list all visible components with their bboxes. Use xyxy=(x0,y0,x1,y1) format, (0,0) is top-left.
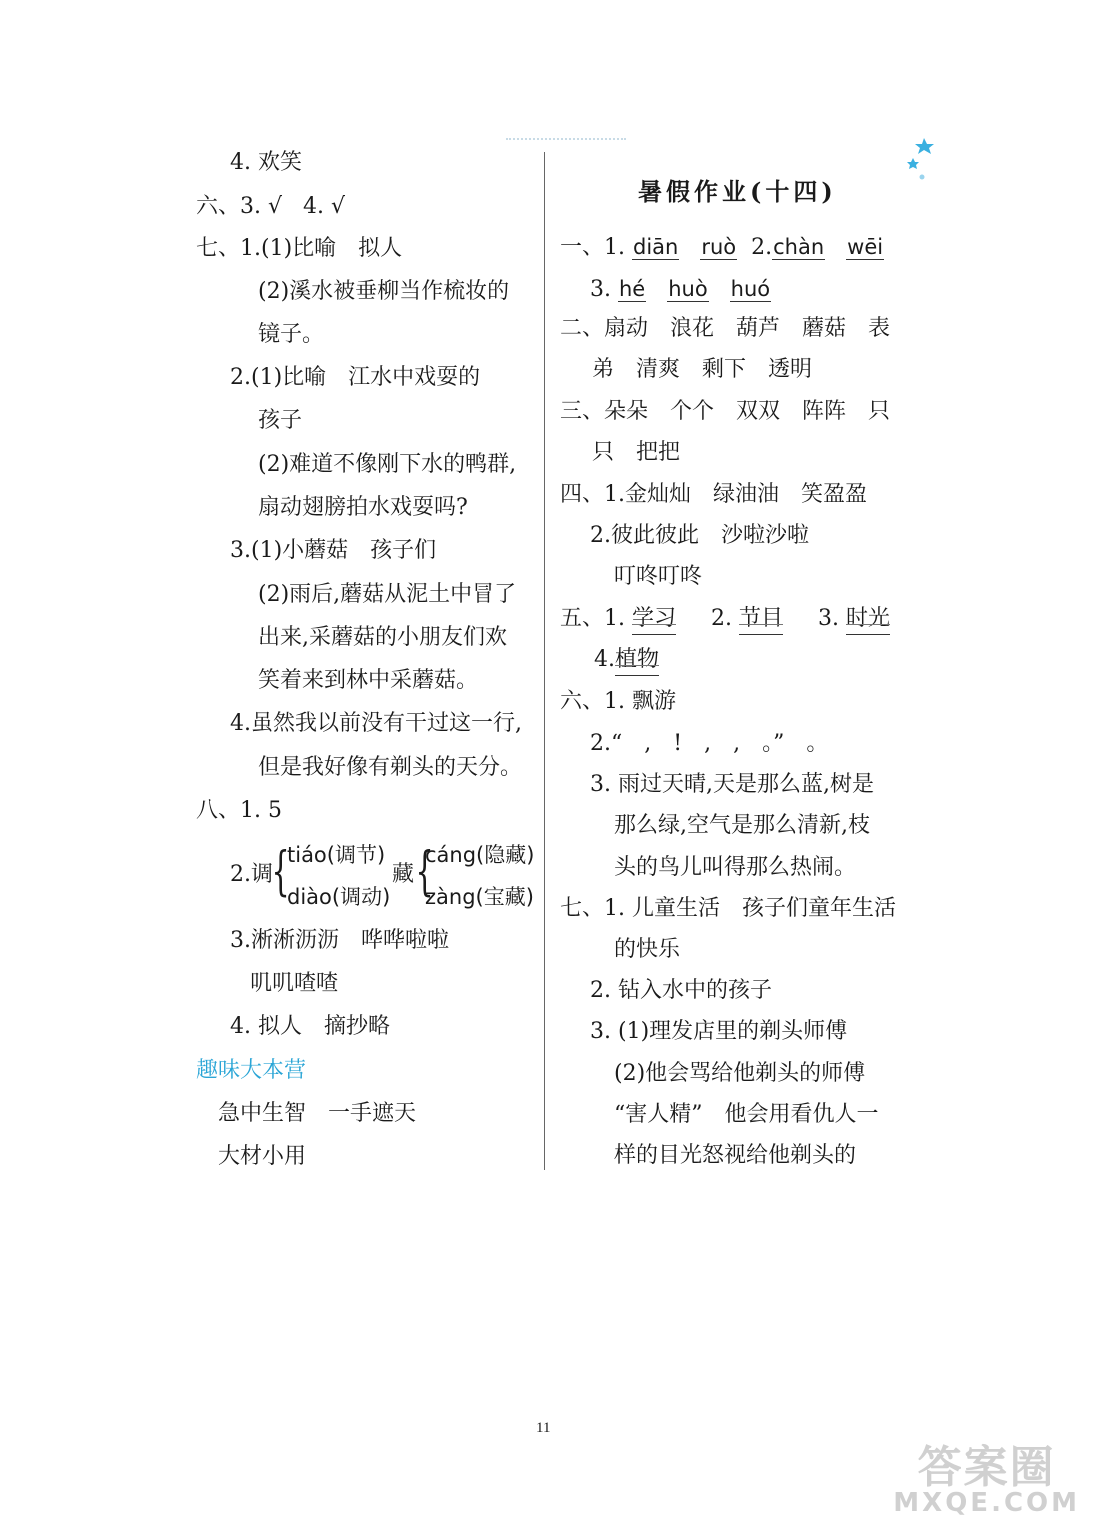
answer-line: 2.(1)比喻 江水中戏耍的 xyxy=(230,365,481,390)
answer-line: 只 把把 xyxy=(592,440,681,465)
answer-line: 的快乐 xyxy=(614,937,681,962)
pinyin-entry: cáng(隐藏) xyxy=(425,843,535,867)
answer-line: 六、1. 飘游 xyxy=(560,689,677,714)
star-decoration-icon xyxy=(904,136,938,186)
pinyin-entry: diào(调动) xyxy=(287,885,391,909)
pinyin-entry: zàng(宝藏) xyxy=(425,885,534,909)
answer-line: 叽叽喳喳 xyxy=(250,971,339,996)
answer-line: 叮咚叮咚 xyxy=(614,564,703,589)
answer-line: 头的鸟儿叫得那么热闹。 xyxy=(614,855,857,880)
answer-line: 但是我好像有剃头的天分。 xyxy=(258,755,523,780)
answer-label: 藏 xyxy=(392,862,415,887)
answer-line: 样的目光怒视给他剃头的 xyxy=(614,1143,857,1168)
answer-line: 急中生智 一手遮天 xyxy=(218,1101,417,1126)
answer-line: 3.淅淅沥沥 哗哗啦啦 xyxy=(230,928,450,953)
answer-line: 六、3. √ 4. √ xyxy=(196,194,346,219)
answer-line: 二、扇动 浪花 葫芦 蘑菇 表 xyxy=(560,316,891,341)
answer-label: 2.调 xyxy=(230,862,274,887)
answer-line: 七、1. 儿童生活 孩子们童年生活 xyxy=(560,896,897,921)
answer-line: “害人精” 他会用看仇人一 xyxy=(614,1102,879,1127)
answer-line: 4.虽然我以前没有干过这一行, xyxy=(230,711,522,736)
answer-line: 三、朵朵 个个 双双 阵阵 只 xyxy=(560,399,891,424)
dotted-decoration xyxy=(506,138,626,140)
answer-line: 2.“ , ! , , 。” 。 xyxy=(590,731,829,756)
answer-line: 4. 拟人 摘抄略 xyxy=(230,1014,391,1039)
answer-line: 4. 欢笑 xyxy=(230,150,302,175)
answer-line: 扇动翅膀拍水戏耍吗? xyxy=(258,495,468,520)
answer-line: 大材小用 xyxy=(218,1144,307,1169)
answer-line: 那么绿,空气是那么清新,枝 xyxy=(614,813,870,838)
answer-line: 笑着来到林中采蘑菇。 xyxy=(258,668,479,693)
answer-line: 3.(1)小蘑菇 孩子们 xyxy=(230,538,437,563)
answer-line: 一、1. diān ruò 2.chàn wēi xyxy=(560,235,884,260)
page-title: 暑假作业(十四) xyxy=(638,177,837,206)
answer-line: (2)雨后,蘑菇从泥土中冒了 xyxy=(258,582,517,607)
column-divider xyxy=(544,152,545,1170)
brace: { xyxy=(271,842,290,902)
answer-line: 2. 钻入水中的孩子 xyxy=(590,978,773,1003)
pinyin-entry: tiáo(调节) xyxy=(287,843,386,867)
answer-line: 四、1.金灿灿 绿油油 笑盈盈 xyxy=(560,482,868,507)
answer-line: 出来,采蘑菇的小朋友们欢 xyxy=(258,625,507,650)
answer-line: 3. 雨过天晴,天是那么蓝,树是 xyxy=(590,772,874,797)
section-heading: 趣味大本营 xyxy=(196,1058,307,1083)
answer-line: 3. (1)理发店里的剃头师傅 xyxy=(590,1019,848,1044)
answer-line: 八、1. 5 xyxy=(196,798,282,823)
watermark-logo: 答案圈 MXQE.COM xyxy=(893,1442,1080,1518)
answer-line: 弟 清爽 剩下 透明 xyxy=(592,357,813,382)
answer-line: (2)他会骂给他剃头的师傅 xyxy=(614,1061,866,1086)
answer-line: 镜子。 xyxy=(258,322,325,347)
page-number: 11 xyxy=(536,1420,551,1436)
answer-line: 五、1. 学习 2. 节目 3. 时光 xyxy=(560,604,890,635)
brace: { xyxy=(415,842,434,902)
answer-line: 七、1.(1)比喻 拟人 xyxy=(196,236,403,261)
answer-line: (2)溪水被垂柳当作梳妆的 xyxy=(258,279,510,304)
answer-line: 3. hé huò huó xyxy=(590,277,771,302)
answer-line: 4.植物 xyxy=(594,645,659,676)
answer-line: 2.彼此彼此 沙啦沙啦 xyxy=(590,523,810,548)
answer-line: (2)难道不像刚下水的鸭群, xyxy=(258,452,517,477)
answer-line: 孩子 xyxy=(258,408,303,433)
